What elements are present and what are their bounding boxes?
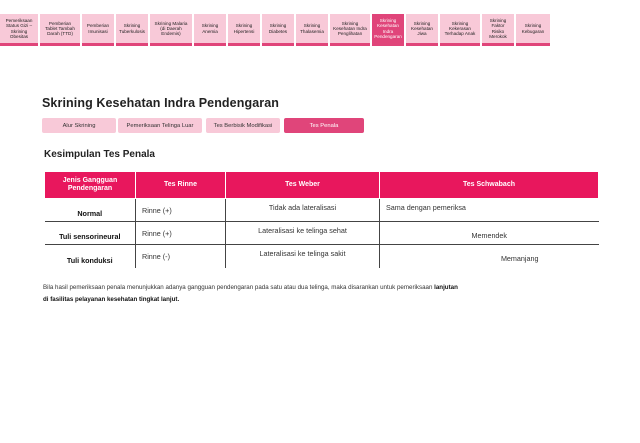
cell-rinne: Rinne (+) bbox=[136, 222, 226, 245]
table-header-row bbox=[45, 172, 599, 199]
nav-tab-label: Pemeriksaan Status Gizi – Skrining Obesitas bbox=[5, 18, 33, 39]
cell-schwabach: Memendek bbox=[380, 222, 599, 245]
top-navigation bbox=[0, 14, 640, 46]
header-tes-rinne: Tes Rinne bbox=[136, 172, 226, 199]
note-text: Bila hasil pemeriksaan penala menunjukkan adanya gangguan pendengaran pada satu atau dua telinga, maka disarankan untuk pemeriksaan bbox=[43, 284, 433, 291]
nav-tab-label: Skrining Kesehatan Indra Pendengaran bbox=[374, 18, 402, 39]
nav-tab-tuberkulosis[interactable] bbox=[116, 14, 148, 46]
nav-tab-ttd[interactable] bbox=[40, 14, 80, 46]
nav-tab-label: Skrining Malaria (di Daerah Endemis) bbox=[154, 20, 188, 37]
cell-weber: Lateralisasi ke telinga sehat bbox=[226, 222, 380, 245]
nav-tab-label: Skrining Kesehatan Jiwa bbox=[411, 20, 433, 37]
cell-type: Tuli sensorineural bbox=[45, 222, 136, 245]
nav-tab-label: Skrining Kebugaran bbox=[521, 23, 545, 34]
subtab-label: Pemeriksaan Telinga Luar bbox=[126, 122, 194, 129]
nav-tab-malaria[interactable] bbox=[150, 14, 192, 46]
nav-tab-kesehatan-jiwa[interactable] bbox=[406, 14, 438, 46]
nav-tab-imunisasi[interactable] bbox=[82, 14, 114, 46]
header-jenis-gangguan: Jenis Gangguan Pendengaran bbox=[45, 172, 136, 199]
subtab-label: Tes Penala bbox=[309, 122, 339, 129]
nav-tab-label: Skrining Faktor Risiko Merokok bbox=[489, 18, 507, 39]
cell-weber: Tidak ada lateralisasi bbox=[226, 199, 380, 222]
page-title: Skrining Kesehatan Indra Pendengaran bbox=[42, 96, 279, 110]
subtab-tes-berbisik[interactable] bbox=[206, 118, 280, 133]
nav-tab-hipertensi[interactable] bbox=[228, 14, 260, 46]
subtab-label: Tes Berbisik Modifikasi bbox=[213, 122, 273, 129]
penala-table bbox=[44, 171, 599, 268]
cell-weber: Lateralisasi ke telinga sakit bbox=[226, 245, 380, 268]
nav-tab-kekerasan-anak[interactable] bbox=[440, 14, 480, 46]
recommendation-note bbox=[43, 282, 463, 306]
nav-tab-label: Skrining Kekerasan Terhadap Anak bbox=[444, 20, 476, 37]
cell-type: Tuli konduksi bbox=[66, 255, 113, 265]
table-row bbox=[45, 245, 599, 268]
table-row bbox=[45, 199, 599, 222]
nav-tab-merokok[interactable] bbox=[482, 14, 514, 46]
header-tes-schwabach: Tes Schwabach bbox=[380, 172, 599, 199]
cell-rinne: Rinne (+) bbox=[136, 199, 226, 222]
nav-tab-label: Pemberian Tablet Tambah Darah (TTD) bbox=[45, 20, 75, 37]
nav-tab-thalasemia[interactable] bbox=[296, 14, 328, 46]
nav-tab-label: Skrining Anemia bbox=[201, 23, 219, 34]
header-tes-weber: Tes Weber bbox=[226, 172, 380, 199]
nav-tab-label: Skrining Kesehatan Indra Penglihatan bbox=[333, 20, 367, 37]
nav-tab-indra-pendengaran[interactable] bbox=[372, 14, 404, 46]
nav-tab-label: Skrining Hipertensi bbox=[233, 23, 255, 34]
nav-tab-anemia[interactable] bbox=[194, 14, 226, 46]
subtab-telinga-luar[interactable] bbox=[118, 118, 202, 133]
nav-tab-status-gizi[interactable] bbox=[0, 14, 38, 46]
nav-tab-label: Skrining Tuberkulosis bbox=[119, 23, 145, 34]
nav-tab-label: Skrining Thalasemia bbox=[300, 23, 324, 34]
nav-tab-kebugaran[interactable] bbox=[516, 14, 550, 46]
section-title: Kesimpulan Tes Penala bbox=[44, 149, 155, 160]
nav-tab-label: Pemberian Imunisasi bbox=[86, 23, 110, 34]
cell-type: Normal bbox=[45, 199, 136, 222]
nav-tab-indra-penglihatan[interactable] bbox=[330, 14, 370, 46]
nav-tab-diabetes[interactable] bbox=[262, 14, 294, 46]
subtab-tes-penala[interactable] bbox=[284, 118, 364, 133]
subtab-alur-skrining[interactable] bbox=[42, 118, 116, 133]
note-bold-text: lanjutan di fasilitas pelayanan kesehatan tingkat lanjut. bbox=[43, 284, 458, 303]
cell-schwabach: Memanjang bbox=[380, 245, 599, 268]
cell-schwabach: Sama dengan pemeriksa bbox=[380, 199, 599, 222]
table-row bbox=[45, 222, 599, 245]
cell-rinne: Rinne (-) bbox=[136, 245, 226, 268]
nav-tab-label: Skrining Diabetes bbox=[268, 23, 288, 34]
subtab-label: Alur Skrining bbox=[62, 122, 96, 129]
